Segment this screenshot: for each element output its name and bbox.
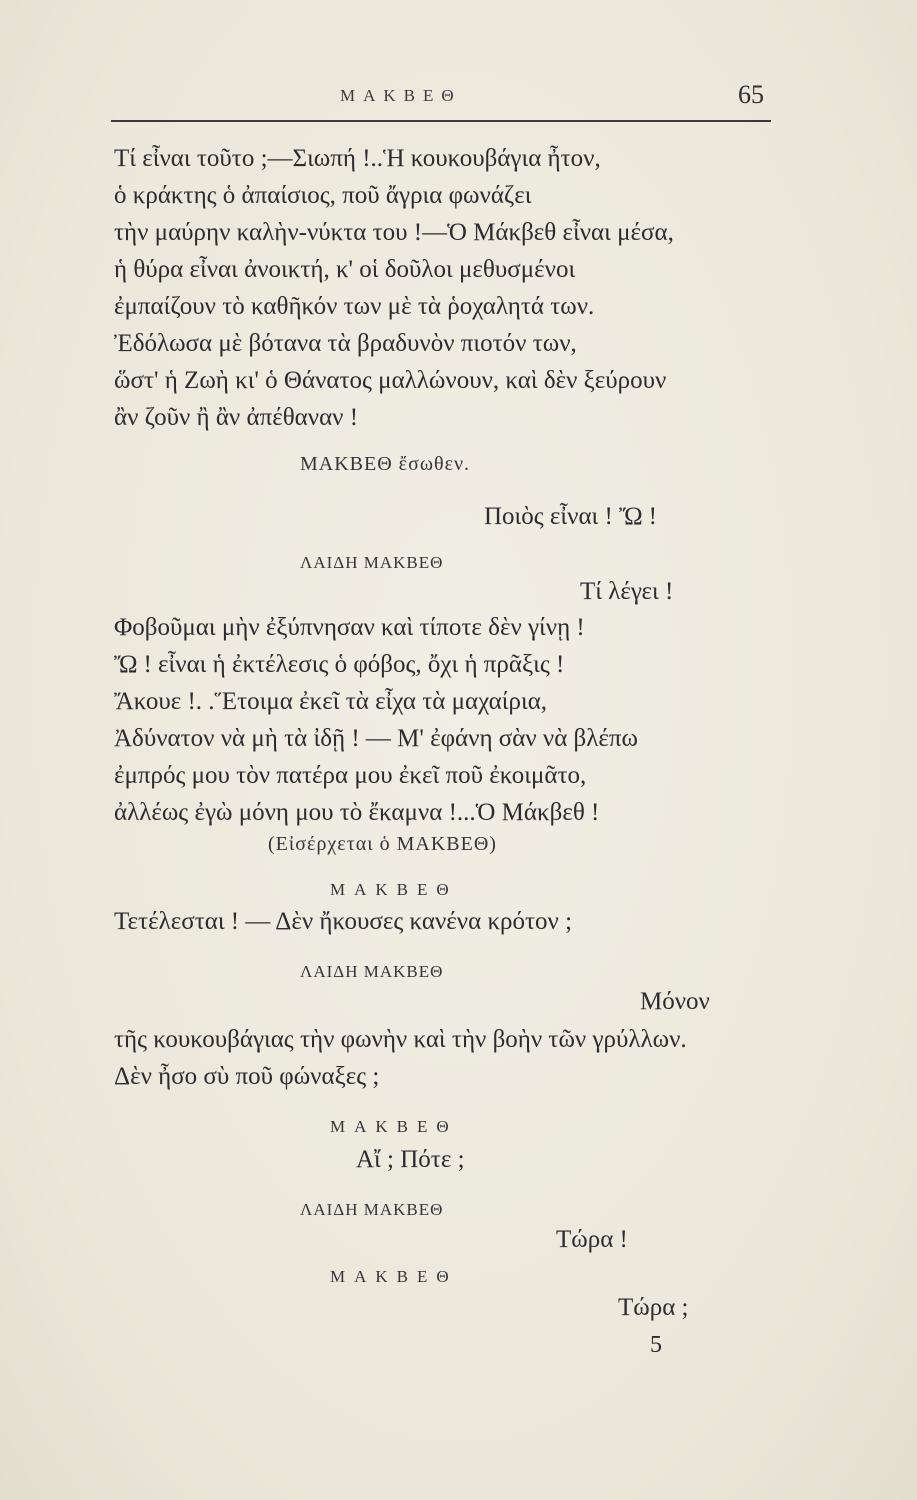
speaker-lady-macbeth: ΛΑΙΔΗ ΜΑΚΒΕΘ <box>300 553 444 572</box>
speaker-lady-macbeth: ΛΑΙΔΗ ΜΑΚΒΕΘ <box>300 1200 444 1219</box>
stage-direction-enter: (Εἰσέρχεται ὁ ΜΑΚΒΕΘ) <box>268 833 497 855</box>
verse-line: Ἐδόλωσα μὲ βότανα τὰ βραδυνὸν πιοτόν των, <box>114 330 577 357</box>
verse-line-now-question: Τώρα ; <box>618 1294 689 1321</box>
verse-line: ἡ θύρα εἶναι ἀνοικτή, κ' οἱ δοῦλοι μεθυσμένοι <box>114 256 576 283</box>
stage-direction-within: ΜΑΚΒΕΘ ἔσωθεν. <box>300 453 471 475</box>
verse-line: ἂν ζοῦν ἢ ἂν ἀπέθαναν ! <box>114 404 359 431</box>
verse-line: τῆς κουκουβάγιας τὴν φωνὴν καὶ τὴν βοὴν τῶν γρύλλων. <box>114 1026 687 1053</box>
speaker-macbeth: ΜΑΚΒΕΘ <box>330 1267 458 1286</box>
verse-line: τὴν μαύρην καλὴν-νύκτα του !—Ὁ Μάκβεθ εἶναι μέσα, <box>114 219 674 246</box>
verse-line: ἐμπαίζουν τὸ καθῆκόν των μὲ τὰ ῥοχαλητά των. <box>114 293 595 320</box>
verse-line: ἐμπρός μου τὸν πατέρα μου ἐκεῖ ποῦ ἐκοιμᾶτο, <box>114 762 587 789</box>
header-rule <box>111 120 771 122</box>
verse-line: ἀλλέως ἐγὼ μόνη μου τὸ ἔκαμνα !...Ὁ Μάκβεθ ! <box>114 799 600 826</box>
speaker-macbeth: ΜΑΚΒΕΘ <box>330 1117 458 1136</box>
running-head: ΜΑΚΒΕΘ <box>340 86 462 105</box>
verse-line: ὁ κράκτης ὁ ἀπαίσιος, ποῦ ἄγρια φωνάζει <box>114 182 532 209</box>
verse-line-when: Αἴ ; Πότε ; <box>356 1146 465 1173</box>
verse-line: Ὤ ! εἶναι ἡ ἐκτέλεσις ὁ φόβος, ὄχι ἡ πρᾶξις ! <box>114 651 565 678</box>
verse-line-only: Μόνον <box>640 988 710 1015</box>
speaker-lady-macbeth: ΛΑΙΔΗ ΜΑΚΒΕΘ <box>300 962 444 981</box>
signature-mark: 5 <box>650 1332 662 1358</box>
verse-line: Ἄκουε !. .Ἕτοιμα ἐκεῖ τὰ εἶχα τὰ μαχαίρια, <box>114 688 548 715</box>
verse-line: Τί εἶναι τοῦτο ;—Σιωπή !..Ἡ κουκουβάγια ἦτον, <box>114 145 601 172</box>
page-number: 65 <box>738 80 764 109</box>
speaker-macbeth: ΜΑΚΒΕΘ <box>330 880 458 899</box>
verse-line: ὥστ' ἡ Ζωὴ κι' ὁ Θάνατος μαλλώνουν, καὶ δὲν ξεύρουν <box>114 367 667 394</box>
verse-line-now: Τώρα ! <box>556 1226 628 1253</box>
verse-line: Τετέλεσται ! — Δὲν ἤκουσες κανένα κρότον ; <box>114 908 573 935</box>
verse-line: Ἀδύνατον νὰ μὴ τὰ ἰδῇ ! — Μ' ἐφάνη σὰν νὰ βλέπω <box>114 725 638 752</box>
verse-line-who: Ποιὸς εἶναι ! Ὤ ! <box>484 503 657 530</box>
verse-line: Φοβοῦμαι μὴν ἐξύπνησαν καὶ τίποτε δὲν γίνῃ ! <box>114 614 585 641</box>
verse-line-what: Τί λέγει ! <box>580 578 674 605</box>
verse-line: Δὲν ἦσο σὺ ποῦ φώναξες ; <box>114 1063 380 1090</box>
